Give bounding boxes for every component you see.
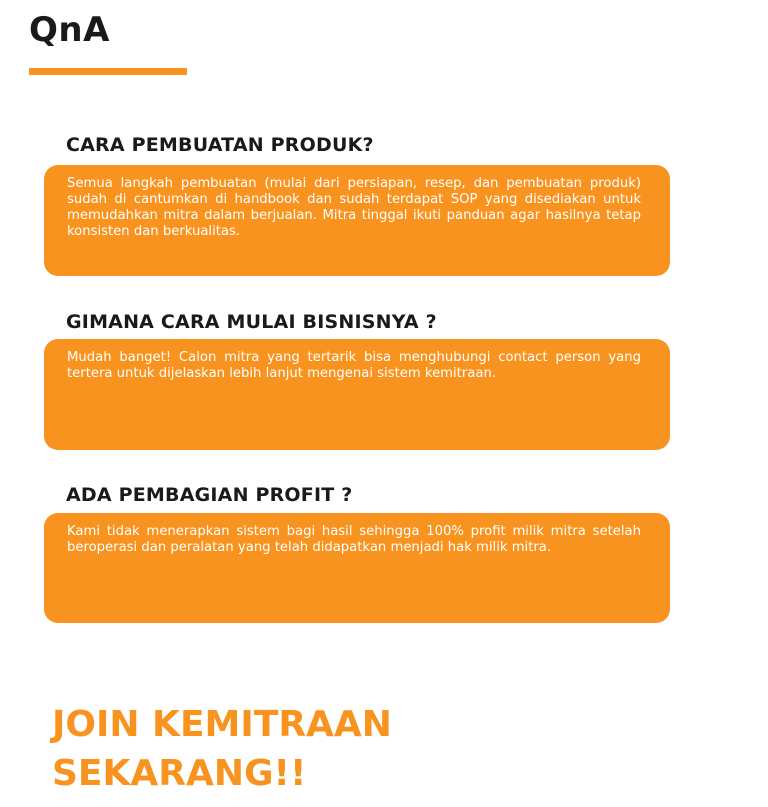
title-underline	[29, 68, 187, 75]
faq-answer-box	[44, 513, 670, 623]
join-cta-heading	[52, 700, 572, 798]
faq-answer-box	[44, 339, 670, 450]
cta-line-2: SEKARANG!!	[52, 753, 307, 794]
page-title: QnA	[29, 10, 110, 50]
faq-answer-text: Kami tidak menerapkan sistem bagi hasil sehingga 100% profit milik mitra setelah beroperasi dan peralatan yang telah didapatkan menjadi hak milik mitra.	[67, 524, 641, 555]
faq-answer-box	[44, 165, 670, 276]
faq-answer-text: Semua langkah pembuatan (mulai dari persiapan, resep, dan pembuatan produk) sudah di cantumkan di handbook dan sudah terdapat SOP yang disediakan untuk memudahkan mitra dalam berjualan. Mitra tinggal ikuti panduan agar hasilnya tetap konsisten dan berkualitas.	[67, 176, 641, 239]
cta-line-1: JOIN KEMITRAAN	[52, 704, 392, 745]
faq-question: CARA PEMBUATAN PRODUK?	[66, 134, 374, 156]
faq-answer-text: Mudah banget! Calon mitra yang tertarik bisa menghubungi contact person yang tertera untuk dijelaskan lebih lanjut mengenai sistem kemitraan.	[67, 350, 641, 381]
faq-question: ADA PEMBAGIAN PROFIT ?	[66, 484, 353, 506]
faq-question: GIMANA CARA MULAI BISNISNYA ?	[66, 311, 437, 333]
